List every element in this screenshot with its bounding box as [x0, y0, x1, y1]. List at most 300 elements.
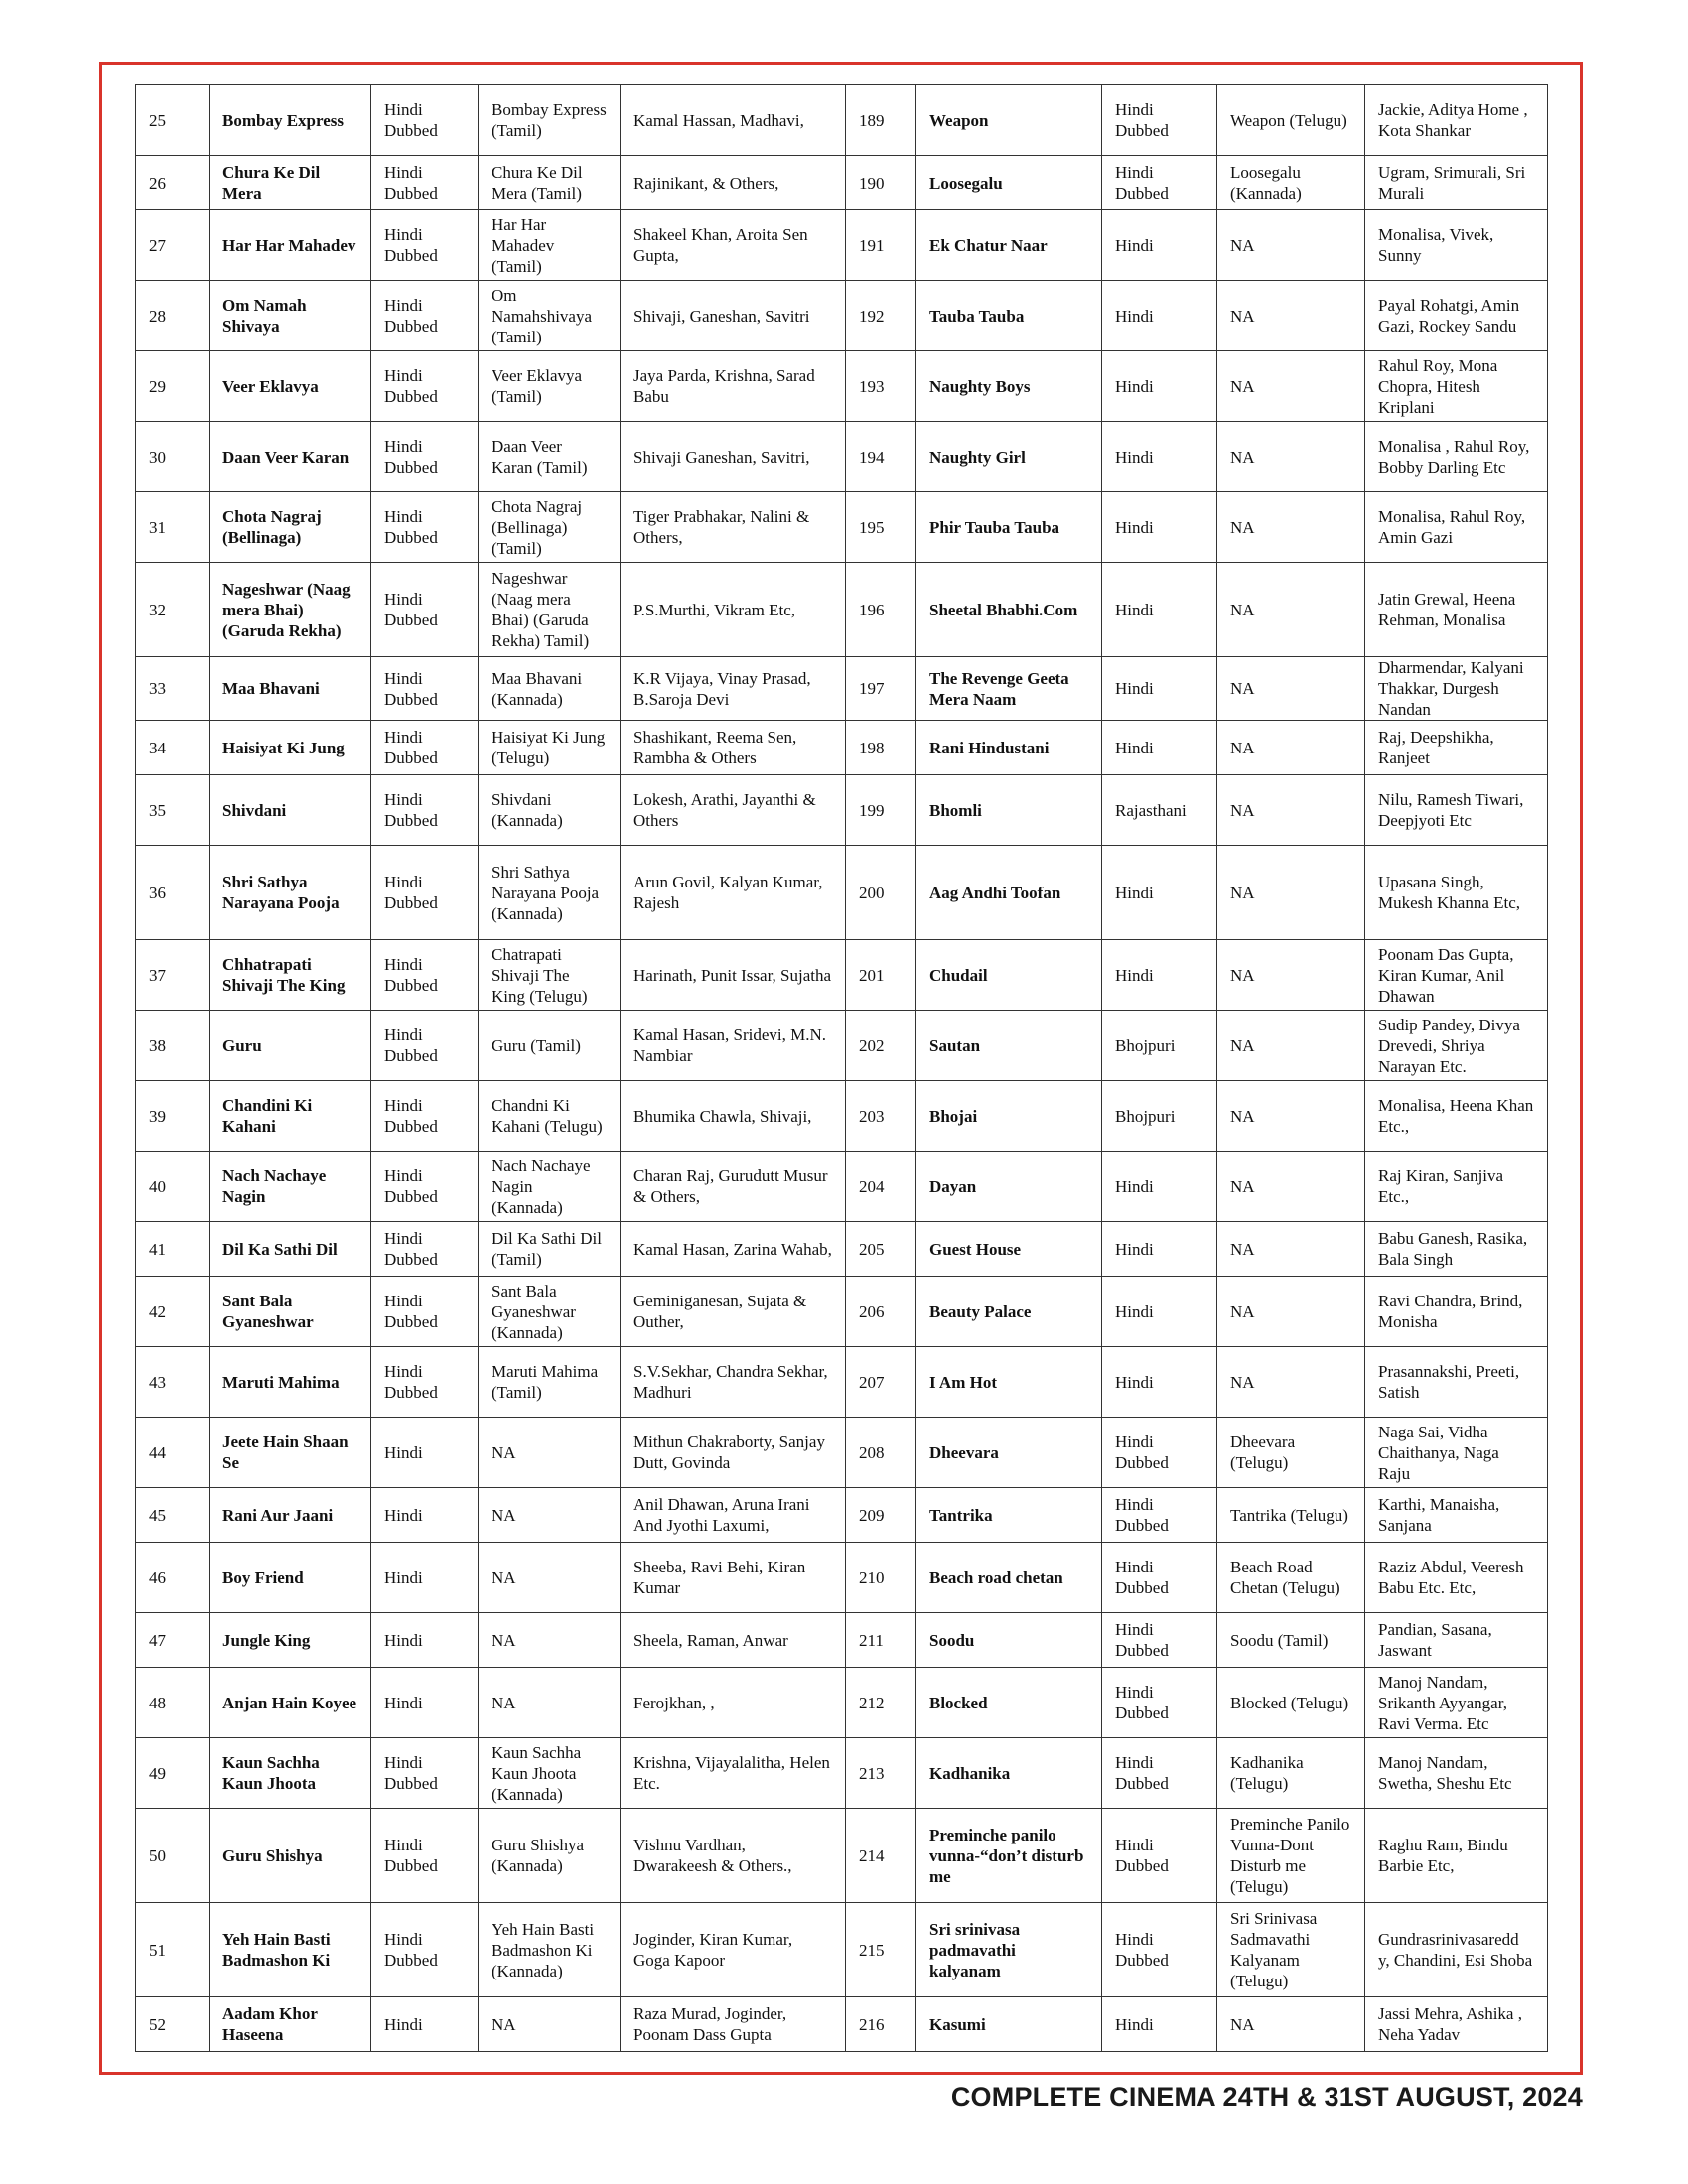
- film-title-cell: Om Namah Shivaya: [210, 281, 371, 351]
- original-version-cell: Shri Sathya Narayana Pooja (Kannada): [479, 846, 621, 940]
- original-version-cell: Dheevara (Telugu): [1217, 1418, 1365, 1488]
- serial-number-cell: 189: [846, 85, 916, 156]
- serial-number-cell: 48: [136, 1668, 210, 1738]
- serial-number-cell: 39: [136, 1081, 210, 1152]
- serial-number-cell: 199: [846, 775, 916, 846]
- serial-number-cell: 42: [136, 1277, 210, 1347]
- language-cell: Hindi Dubbed: [371, 1081, 479, 1152]
- serial-number-cell: 41: [136, 1222, 210, 1277]
- film-title-cell: Haisiyat Ki Jung: [210, 721, 371, 775]
- cast-cell: Rahul Roy, Mona Chopra, Hitesh Kriplani: [1365, 351, 1548, 422]
- cast-cell: Shashikant, Reema Sen, Rambha & Others: [621, 721, 846, 775]
- cast-cell: Shivaji Ganeshan, Savitri,: [621, 422, 846, 492]
- cast-cell: Sheeba, Ravi Behi, Kiran Kumar: [621, 1543, 846, 1613]
- language-cell: Hindi: [1102, 846, 1217, 940]
- language-cell: Hindi Dubbed: [371, 1809, 479, 1903]
- film-title-cell: Rani Aur Jaani: [210, 1488, 371, 1543]
- cast-cell: Raj Kiran, Sanjiva Etc.,: [1365, 1152, 1548, 1222]
- serial-number-cell: 33: [136, 657, 210, 721]
- serial-number-cell: 195: [846, 492, 916, 563]
- film-title-cell: Guru: [210, 1011, 371, 1081]
- language-cell: Hindi: [371, 1418, 479, 1488]
- language-cell: Hindi Dubbed: [1102, 1613, 1217, 1668]
- table-row: [136, 281, 1548, 351]
- cast-cell: Ferojkhan, ,: [621, 1668, 846, 1738]
- language-cell: Hindi Dubbed: [371, 1277, 479, 1347]
- original-version-cell: Preminche Panilo Vunna-Dont Disturb me (Telugu): [1217, 1809, 1365, 1903]
- original-version-cell: NA: [1217, 1152, 1365, 1222]
- cast-cell: Dharmendar, Kalyani Thakkar, Durgesh Nandan: [1365, 657, 1548, 721]
- original-version-cell: Nach Nachaye Nagin (Kannada): [479, 1152, 621, 1222]
- original-version-cell: Veer Eklavya (Tamil): [479, 351, 621, 422]
- cast-cell: Rajinikant, & Others,: [621, 156, 846, 210]
- original-version-cell: Chandni Ki Kahani (Telugu): [479, 1081, 621, 1152]
- table-row: [136, 846, 1548, 940]
- language-cell: Hindi: [1102, 1997, 1217, 2052]
- serial-number-cell: 40: [136, 1152, 210, 1222]
- cast-cell: Mithun Chakraborty, Sanjay Dutt, Govinda: [621, 1418, 846, 1488]
- original-version-cell: Maruti Mahima (Tamil): [479, 1347, 621, 1418]
- serial-number-cell: 36: [136, 846, 210, 940]
- original-version-cell: Shivdani (Kannada): [479, 775, 621, 846]
- serial-number-cell: 29: [136, 351, 210, 422]
- serial-number-cell: 201: [846, 940, 916, 1011]
- language-cell: Hindi: [1102, 940, 1217, 1011]
- original-version-cell: NA: [479, 1613, 621, 1668]
- cast-cell: Harinath, Punit Issar, Sujatha: [621, 940, 846, 1011]
- serial-number-cell: 45: [136, 1488, 210, 1543]
- original-version-cell: Maa Bhavani (Kannada): [479, 657, 621, 721]
- film-certification-table: [135, 84, 1548, 2052]
- original-version-cell: Chatrapati Shivaji The King (Telugu): [479, 940, 621, 1011]
- serial-number-cell: 25: [136, 85, 210, 156]
- cast-cell: Monalisa, Heena Khan Etc.,: [1365, 1081, 1548, 1152]
- table-row: [136, 1222, 1548, 1277]
- table-row: [136, 1277, 1548, 1347]
- serial-number-cell: 212: [846, 1668, 916, 1738]
- serial-number-cell: 28: [136, 281, 210, 351]
- cast-cell: Shakeel Khan, Aroita Sen Gupta,: [621, 210, 846, 281]
- language-cell: Hindi Dubbed: [371, 1903, 479, 1997]
- language-cell: Bhojpuri: [1102, 1081, 1217, 1152]
- cast-cell: Kamal Hasan, Zarina Wahab,: [621, 1222, 846, 1277]
- language-cell: Bhojpuri: [1102, 1011, 1217, 1081]
- original-version-cell: Bombay Express (Tamil): [479, 85, 621, 156]
- language-cell: Hindi Dubbed: [371, 775, 479, 846]
- original-version-cell: Tantrika (Telugu): [1217, 1488, 1365, 1543]
- serial-number-cell: 32: [136, 563, 210, 657]
- cast-cell: Payal Rohatgi, Amin Gazi, Rockey Sandu: [1365, 281, 1548, 351]
- serial-number-cell: 50: [136, 1809, 210, 1903]
- cast-cell: Monalisa, Vivek, Sunny: [1365, 210, 1548, 281]
- serial-number-cell: 47: [136, 1613, 210, 1668]
- language-cell: Hindi Dubbed: [1102, 1809, 1217, 1903]
- film-title-cell: Phir Tauba Tauba: [916, 492, 1102, 563]
- cast-cell: Raj, Deepshikha, Ranjeet: [1365, 721, 1548, 775]
- table-row: [136, 492, 1548, 563]
- film-title-cell: The Revenge Geeta Mera Naam: [916, 657, 1102, 721]
- cast-cell: Anil Dhawan, Aruna Irani And Jyothi Laxumi,: [621, 1488, 846, 1543]
- language-cell: Hindi: [371, 1488, 479, 1543]
- table-row: [136, 1081, 1548, 1152]
- film-title-cell: Preminche panilo vunna-“don’t disturb me: [916, 1809, 1102, 1903]
- film-title-cell: Dheevara: [916, 1418, 1102, 1488]
- film-title-cell: Chura Ke Dil Mera: [210, 156, 371, 210]
- cast-cell: Upasana Singh, Mukesh Khanna Etc,: [1365, 846, 1548, 940]
- serial-number-cell: 194: [846, 422, 916, 492]
- serial-number-cell: 190: [846, 156, 916, 210]
- cast-cell: S.V.Sekhar, Chandra Sekhar, Madhuri: [621, 1347, 846, 1418]
- table-row: [136, 351, 1548, 422]
- serial-number-cell: 208: [846, 1418, 916, 1488]
- film-title-cell: Jungle King: [210, 1613, 371, 1668]
- table-row: [136, 210, 1548, 281]
- original-version-cell: NA: [1217, 1081, 1365, 1152]
- language-cell: Hindi: [371, 1613, 479, 1668]
- language-cell: Hindi Dubbed: [371, 1152, 479, 1222]
- film-title-cell: Shri Sathya Narayana Pooja: [210, 846, 371, 940]
- film-title-cell: Bhojai: [916, 1081, 1102, 1152]
- film-title-cell: Ek Chatur Naar: [916, 210, 1102, 281]
- original-version-cell: NA: [1217, 657, 1365, 721]
- cast-cell: Joginder, Kiran Kumar, Goga Kapoor: [621, 1903, 846, 1997]
- serial-number-cell: 46: [136, 1543, 210, 1613]
- language-cell: Hindi Dubbed: [371, 846, 479, 940]
- serial-number-cell: 193: [846, 351, 916, 422]
- serial-number-cell: 44: [136, 1418, 210, 1488]
- film-title-cell: Kasumi: [916, 1997, 1102, 2052]
- film-title-cell: Sri srinivasa padmavathi kalyanam: [916, 1903, 1102, 1997]
- film-title-cell: Blocked: [916, 1668, 1102, 1738]
- table-row: [136, 940, 1548, 1011]
- film-title-cell: Chhatrapati Shivaji The King: [210, 940, 371, 1011]
- cast-cell: Manoj Nandam, Swetha, Sheshu Etc: [1365, 1738, 1548, 1809]
- language-cell: Hindi Dubbed: [371, 1222, 479, 1277]
- original-version-cell: NA: [1217, 1997, 1365, 2052]
- cast-cell: Raziz Abdul, Veeresh Babu Etc. Etc,: [1365, 1543, 1548, 1613]
- serial-number-cell: 27: [136, 210, 210, 281]
- serial-number-cell: 206: [846, 1277, 916, 1347]
- film-title-cell: Bombay Express: [210, 85, 371, 156]
- serial-number-cell: 192: [846, 281, 916, 351]
- cast-cell: Krishna, Vijayalalitha, Helen Etc.: [621, 1738, 846, 1809]
- original-version-cell: Chota Nagraj (Bellinaga) (Tamil): [479, 492, 621, 563]
- original-version-cell: Blocked (Telugu): [1217, 1668, 1365, 1738]
- cast-cell: Geminiganesan, Sujata & Outher,: [621, 1277, 846, 1347]
- film-title-cell: Sheetal Bhabhi.Com: [916, 563, 1102, 657]
- cast-cell: Kamal Hassan, Madhavi,: [621, 85, 846, 156]
- language-cell: Hindi: [1102, 563, 1217, 657]
- serial-number-cell: 202: [846, 1011, 916, 1081]
- serial-number-cell: 34: [136, 721, 210, 775]
- table-row: [136, 1738, 1548, 1809]
- original-version-cell: NA: [1217, 281, 1365, 351]
- serial-number-cell: 37: [136, 940, 210, 1011]
- film-title-cell: Weapon: [916, 85, 1102, 156]
- original-version-cell: NA: [1217, 1011, 1365, 1081]
- language-cell: Hindi: [1102, 351, 1217, 422]
- original-version-cell: NA: [1217, 940, 1365, 1011]
- language-cell: Hindi Dubbed: [371, 281, 479, 351]
- language-cell: Hindi Dubbed: [371, 422, 479, 492]
- language-cell: Hindi Dubbed: [371, 492, 479, 563]
- film-title-cell: Beauty Palace: [916, 1277, 1102, 1347]
- serial-number-cell: 26: [136, 156, 210, 210]
- language-cell: Hindi Dubbed: [371, 1347, 479, 1418]
- language-cell: Hindi: [1102, 1277, 1217, 1347]
- language-cell: Hindi: [371, 1543, 479, 1613]
- cast-cell: Karthi, Manaisha, Sanjana: [1365, 1488, 1548, 1543]
- film-title-cell: Dayan: [916, 1152, 1102, 1222]
- original-version-cell: Kadhanika (Telugu): [1217, 1738, 1365, 1809]
- original-version-cell: Yeh Hain Basti Badmashon Ki (Kannada): [479, 1903, 621, 1997]
- original-version-cell: Guru Shishya (Kannada): [479, 1809, 621, 1903]
- film-title-cell: I Am Hot: [916, 1347, 1102, 1418]
- serial-number-cell: 215: [846, 1903, 916, 1997]
- film-title-cell: Soodu: [916, 1613, 1102, 1668]
- film-title-cell: Beach road chetan: [916, 1543, 1102, 1613]
- language-cell: Hindi: [1102, 657, 1217, 721]
- original-version-cell: Haisiyat Ki Jung (Telugu): [479, 721, 621, 775]
- table-row: [136, 1668, 1548, 1738]
- language-cell: Hindi: [1102, 1152, 1217, 1222]
- table-row: [136, 657, 1548, 721]
- serial-number-cell: 49: [136, 1738, 210, 1809]
- table-row: [136, 1997, 1548, 2052]
- cast-cell: Gundrasrinivasaredd y, Chandini, Esi Shoba: [1365, 1903, 1548, 1997]
- language-cell: Hindi Dubbed: [371, 210, 479, 281]
- film-title-cell: Jeete Hain Shaan Se: [210, 1418, 371, 1488]
- film-title-cell: Boy Friend: [210, 1543, 371, 1613]
- table-row: [136, 1347, 1548, 1418]
- film-title-cell: Bhomli: [916, 775, 1102, 846]
- serial-number-cell: 51: [136, 1903, 210, 1997]
- serial-number-cell: 213: [846, 1738, 916, 1809]
- serial-number-cell: 210: [846, 1543, 916, 1613]
- film-title-cell: Veer Eklavya: [210, 351, 371, 422]
- cast-cell: Prasannakshi, Preeti, Satish: [1365, 1347, 1548, 1418]
- film-title-cell: Tantrika: [916, 1488, 1102, 1543]
- language-cell: Hindi: [1102, 1222, 1217, 1277]
- language-cell: Hindi Dubbed: [1102, 156, 1217, 210]
- cast-cell: Raza Murad, Joginder, Poonam Dass Gupta: [621, 1997, 846, 2052]
- table-row: [136, 563, 1548, 657]
- film-title-cell: Rani Hindustani: [916, 721, 1102, 775]
- serial-number-cell: 191: [846, 210, 916, 281]
- original-version-cell: Loosegalu (Kannada): [1217, 156, 1365, 210]
- film-title-cell: Naughty Girl: [916, 422, 1102, 492]
- language-cell: Hindi Dubbed: [1102, 1903, 1217, 1997]
- film-title-cell: Dil Ka Sathi Dil: [210, 1222, 371, 1277]
- film-title-cell: Sautan: [916, 1011, 1102, 1081]
- original-version-cell: NA: [479, 1488, 621, 1543]
- original-version-cell: NA: [1217, 1277, 1365, 1347]
- original-version-cell: Guru (Tamil): [479, 1011, 621, 1081]
- serial-number-cell: 197: [846, 657, 916, 721]
- cast-cell: Monalisa , Rahul Roy, Bobby Darling Etc: [1365, 422, 1548, 492]
- language-cell: Hindi Dubbed: [1102, 1738, 1217, 1809]
- original-version-cell: Daan Veer Karan (Tamil): [479, 422, 621, 492]
- cast-cell: Poonam Das Gupta, Kiran Kumar, Anil Dhawan: [1365, 940, 1548, 1011]
- cast-cell: Arun Govil, Kalyan Kumar, Rajesh: [621, 846, 846, 940]
- cast-cell: P.S.Murthi, Vikram Etc,: [621, 563, 846, 657]
- serial-number-cell: 196: [846, 563, 916, 657]
- language-cell: Hindi Dubbed: [371, 85, 479, 156]
- film-title-cell: Yeh Hain Basti Badmashon Ki: [210, 1903, 371, 1997]
- original-version-cell: NA: [1217, 1222, 1365, 1277]
- original-version-cell: NA: [479, 1668, 621, 1738]
- cast-cell: Charan Raj, Gurudutt Musur & Others,: [621, 1152, 846, 1222]
- language-cell: Hindi: [371, 1668, 479, 1738]
- language-cell: Hindi: [371, 1997, 479, 2052]
- film-title-cell: Anjan Hain Koyee: [210, 1668, 371, 1738]
- original-version-cell: Nageshwar (Naag mera Bhai) (Garuda Rekha) Tamil): [479, 563, 621, 657]
- film-title-cell: Aadam Khor Haseena: [210, 1997, 371, 2052]
- cast-cell: Naga Sai, Vidha Chaithanya, Naga Raju: [1365, 1418, 1548, 1488]
- language-cell: Hindi Dubbed: [1102, 1668, 1217, 1738]
- language-cell: Hindi Dubbed: [371, 351, 479, 422]
- language-cell: Hindi Dubbed: [371, 940, 479, 1011]
- table-row: [136, 1613, 1548, 1668]
- serial-number-cell: 216: [846, 1997, 916, 2052]
- original-version-cell: NA: [1217, 563, 1365, 657]
- table-row: [136, 1152, 1548, 1222]
- original-version-cell: NA: [1217, 721, 1365, 775]
- table-row: [136, 1903, 1548, 1997]
- film-title-cell: Maa Bhavani: [210, 657, 371, 721]
- serial-number-cell: 31: [136, 492, 210, 563]
- table-row: [136, 1011, 1548, 1081]
- original-version-cell: Kaun Sachha Kaun Jhoota (Kannada): [479, 1738, 621, 1809]
- cast-cell: Bhumika Chawla, Shivaji,: [621, 1081, 846, 1152]
- original-version-cell: NA: [1217, 775, 1365, 846]
- film-title-cell: Chandini Ki Kahani: [210, 1081, 371, 1152]
- original-version-cell: NA: [479, 1543, 621, 1613]
- language-cell: Hindi: [1102, 422, 1217, 492]
- language-cell: Hindi Dubbed: [1102, 1488, 1217, 1543]
- serial-number-cell: 35: [136, 775, 210, 846]
- serial-number-cell: 205: [846, 1222, 916, 1277]
- original-version-cell: Har Har Mahadev (Tamil): [479, 210, 621, 281]
- serial-number-cell: 209: [846, 1488, 916, 1543]
- cast-cell: Ravi Chandra, Brind, Monisha: [1365, 1277, 1548, 1347]
- original-version-cell: Sri Srinivasa Sadmavathi Kalyanam (Telugu): [1217, 1903, 1365, 1997]
- original-version-cell: Dil Ka Sathi Dil (Tamil): [479, 1222, 621, 1277]
- film-title-cell: Loosegalu: [916, 156, 1102, 210]
- original-version-cell: Chura Ke Dil Mera (Tamil): [479, 156, 621, 210]
- cast-cell: Lokesh, Arathi, Jayanthi & Others: [621, 775, 846, 846]
- cast-cell: K.R Vijaya, Vinay Prasad, B.Saroja Devi: [621, 657, 846, 721]
- serial-number-cell: 211: [846, 1613, 916, 1668]
- film-title-cell: Shivdani: [210, 775, 371, 846]
- language-cell: Hindi: [1102, 1347, 1217, 1418]
- table-row: [136, 1488, 1548, 1543]
- language-cell: Hindi Dubbed: [371, 721, 479, 775]
- cast-cell: Nilu, Ramesh Tiwari, Deepjyoti Etc: [1365, 775, 1548, 846]
- cast-cell: Shivaji, Ganeshan, Savitri: [621, 281, 846, 351]
- original-version-cell: NA: [1217, 492, 1365, 563]
- film-title-cell: Nach Nachaye Nagin: [210, 1152, 371, 1222]
- cast-cell: Monalisa, Rahul Roy, Amin Gazi: [1365, 492, 1548, 563]
- table-row: [136, 1543, 1548, 1613]
- original-version-cell: Soodu (Tamil): [1217, 1613, 1365, 1668]
- cast-cell: Jatin Grewal, Heena Rehman, Monalisa: [1365, 563, 1548, 657]
- serial-number-cell: 52: [136, 1997, 210, 2052]
- language-cell: Hindi Dubbed: [1102, 1418, 1217, 1488]
- film-title-cell: Daan Veer Karan: [210, 422, 371, 492]
- film-title-cell: Chudail: [916, 940, 1102, 1011]
- language-cell: Hindi Dubbed: [371, 156, 479, 210]
- original-version-cell: NA: [479, 1418, 621, 1488]
- cast-cell: Tiger Prabhakar, Nalini & Others,: [621, 492, 846, 563]
- cast-cell: Jassi Mehra, Ashika , Neha Yadav: [1365, 1997, 1548, 2052]
- original-version-cell: Sant Bala Gyaneshwar (Kannada): [479, 1277, 621, 1347]
- serial-number-cell: 207: [846, 1347, 916, 1418]
- table-row: [136, 422, 1548, 492]
- film-title-cell: Tauba Tauba: [916, 281, 1102, 351]
- serial-number-cell: 38: [136, 1011, 210, 1081]
- language-cell: Hindi: [1102, 492, 1217, 563]
- cast-cell: Jackie, Aditya Home , Kota Shankar: [1365, 85, 1548, 156]
- film-title-cell: Kadhanika: [916, 1738, 1102, 1809]
- cast-cell: Sudip Pandey, Divya Drevedi, Shriya Narayan Etc.: [1365, 1011, 1548, 1081]
- serial-number-cell: 204: [846, 1152, 916, 1222]
- language-cell: Hindi Dubbed: [371, 1011, 479, 1081]
- film-title-cell: Guru Shishya: [210, 1809, 371, 1903]
- table-row: [136, 1418, 1548, 1488]
- table-row: [136, 1809, 1548, 1903]
- table-row: [136, 775, 1548, 846]
- language-cell: Hindi: [1102, 210, 1217, 281]
- original-version-cell: NA: [479, 1997, 621, 2052]
- original-version-cell: Beach Road Chetan (Telugu): [1217, 1543, 1365, 1613]
- film-title-cell: Kaun Sachha Kaun Jhoota: [210, 1738, 371, 1809]
- language-cell: Rajasthani: [1102, 775, 1217, 846]
- film-title-cell: Guest House: [916, 1222, 1102, 1277]
- language-cell: Hindi: [1102, 721, 1217, 775]
- cast-cell: Pandian, Sasana, Jaswant: [1365, 1613, 1548, 1668]
- table-row: [136, 156, 1548, 210]
- language-cell: Hindi Dubbed: [371, 657, 479, 721]
- film-title-cell: Nageshwar (Naag mera Bhai)(Garuda Rekha): [210, 563, 371, 657]
- serial-number-cell: 214: [846, 1809, 916, 1903]
- original-version-cell: NA: [1217, 210, 1365, 281]
- publication-footer: COMPLETE CINEMA 24TH & 31ST AUGUST, 2024: [950, 2082, 1583, 2112]
- language-cell: Hindi Dubbed: [1102, 85, 1217, 156]
- film-title-cell: Sant Bala Gyaneshwar: [210, 1277, 371, 1347]
- original-version-cell: NA: [1217, 846, 1365, 940]
- film-title-cell: Har Har Mahadev: [210, 210, 371, 281]
- cast-cell: Babu Ganesh, Rasika, Bala Singh: [1365, 1222, 1548, 1277]
- cast-cell: Manoj Nandam, Srikanth Ayyangar, Ravi Verma. Etc: [1365, 1668, 1548, 1738]
- film-title-cell: Maruti Mahima: [210, 1347, 371, 1418]
- original-version-cell: Om Namahshivaya (Tamil): [479, 281, 621, 351]
- language-cell: Hindi Dubbed: [1102, 1543, 1217, 1613]
- film-title-cell: Chota Nagraj (Bellinaga): [210, 492, 371, 563]
- language-cell: Hindi Dubbed: [371, 1738, 479, 1809]
- cast-cell: Jaya Parda, Krishna, Sarad Babu: [621, 351, 846, 422]
- cast-cell: Vishnu Vardhan, Dwarakeesh & Others.,: [621, 1809, 846, 1903]
- original-version-cell: NA: [1217, 1347, 1365, 1418]
- original-version-cell: NA: [1217, 351, 1365, 422]
- language-cell: Hindi Dubbed: [371, 563, 479, 657]
- language-cell: Hindi: [1102, 281, 1217, 351]
- cast-cell: Ugram, Srimurali, Sri Murali: [1365, 156, 1548, 210]
- serial-number-cell: 30: [136, 422, 210, 492]
- table-row: [136, 721, 1548, 775]
- film-title-cell: Naughty Boys: [916, 351, 1102, 422]
- cast-cell: Raghu Ram, Bindu Barbie Etc,: [1365, 1809, 1548, 1903]
